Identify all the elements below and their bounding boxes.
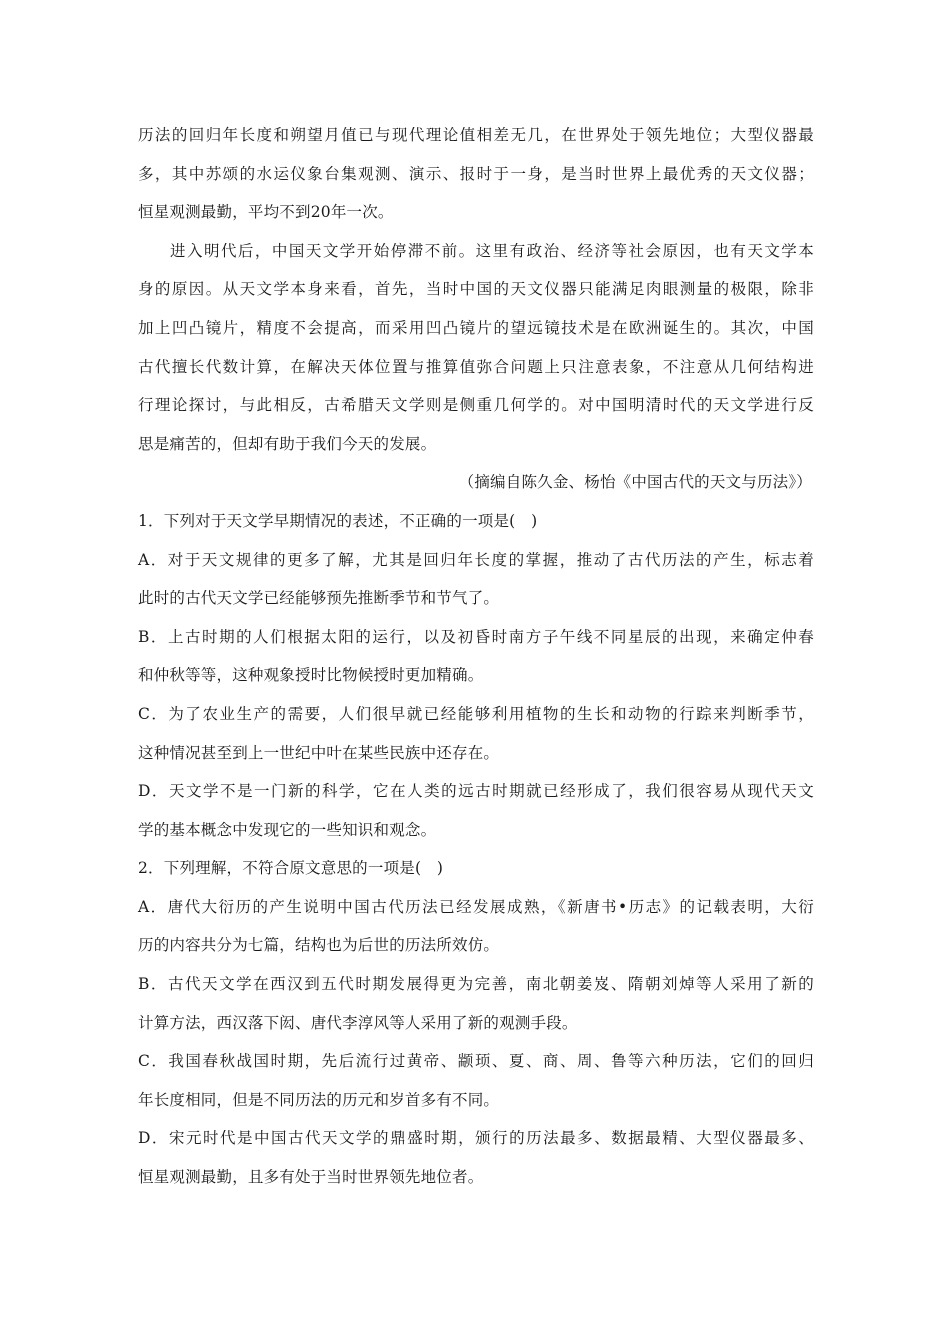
q2-option-b-cont: 计算方法，西汉落下闳、唐代李淳风等人采用了新的观测手段。	[138, 1013, 578, 1032]
document-page	[138, 116, 814, 1197]
question-2-stem: 2．下列理解，不符合原文意思的一项是( )	[138, 859, 444, 878]
passage-line: 行理论探讨，与此相反，古希腊天文学则是侧重几何学的。对中国明清时代的天文学进行反	[138, 396, 814, 415]
q2-option-a-cont: 历的内容共分为七篇，结构也为后世的历法所效仿。	[138, 936, 500, 955]
q1-option-c-cont: 这种情况甚至到上一世纪中叶在某些民族中还存在。	[138, 743, 500, 762]
q1-option-d: D．天文学不是一门新的科学，它在人类的远古时期就已经形成了，我们很容易从现代天文	[138, 782, 814, 801]
passage-line: 思是痛苦的，但却有助于我们今天的发展。	[138, 434, 437, 453]
q1-option-c: C．为了农业生产的需要，人们很早就已经能够利用植物的生长和动物的行踪来判断季节，	[138, 704, 814, 723]
passage-line: 加上凹凸镜片，精度不会提高，而采用凹凸镜片的望远镜技术是在欧洲诞生的。其次，中国	[138, 318, 814, 337]
q2-option-b: B．古代天文学在西汉到五代时期发展得更为完善，南北朝姜岌、隋朝刘焯等人采用了新的	[138, 975, 814, 994]
q2-option-d: D．宋元时代是中国古代天文学的鼎盛时期，颁行的历法最多、数据最精、大型仪器最多、	[138, 1129, 814, 1148]
question-1-stem: 1．下列对于天文学早期情况的表述，不正确的一项是( )	[138, 511, 538, 530]
passage-line: 古代擅长代数计算，在解决天体位置与推算值弥合问题上只注意表象，不注意从几何结构进	[138, 357, 814, 376]
passage-line: 身的原因。从天文学本身来看，首先，当时中国的天文仪器只能满足肉眼测量的极限，除非	[138, 280, 814, 299]
passage-line: 历法的回归年长度和朔望月值已与现代理论值相差无几，在世界处于领先地位；大型仪器最	[138, 126, 814, 144]
passage-line: 恒星观测最勤，平均不到20年一次。	[138, 203, 394, 222]
passage-line: 多，其中苏颂的水运仪象台集观测、演示、报时于一身，是当时世界上最优秀的天文仪器；	[138, 164, 814, 183]
q2-option-d-cont: 恒星观测最勤，且多有处于当时世界领先地位者。	[138, 1168, 484, 1187]
source-citation: （摘编自陈久金、杨怡《中国古代的天文与历法》）	[458, 473, 812, 492]
q1-option-b-cont: 和仲秋等等，这种观象授时比物候授时更加精确。	[138, 666, 484, 685]
q2-option-c: C．我国春秋战国时期，先后流行过黄帝、颛顼、夏、商、周、鲁等六种历法，它们的回归	[138, 1052, 814, 1071]
q2-option-c-cont: 年长度相同，但是不同历法的历元和岁首多有不同。	[138, 1090, 500, 1109]
q1-option-d-cont: 学的基本概念中发现它的一些知识和观念。	[138, 820, 437, 839]
passage-line: 进入明代后，中国天文学开始停滞不前。这里有政治、经济等社会原因，也有天文学本	[170, 241, 814, 260]
q1-option-a: A．对于天文规律的更多了解，尤其是回归年长度的掌握，推动了古代历法的产生，标志着	[138, 550, 814, 569]
q2-option-a: A．唐代大衍历的产生说明中国古代历法已经发展成熟，《新唐书•历志》的记载表明，大衍	[138, 897, 814, 916]
q1-option-a-cont: 此时的古代天文学已经能够预先推断季节和节气了。	[138, 589, 500, 608]
q1-option-b: B．上古时期的人们根据太阳的运行，以及初昏时南方子午线不同星辰的出现，来确定仲春	[138, 627, 814, 646]
